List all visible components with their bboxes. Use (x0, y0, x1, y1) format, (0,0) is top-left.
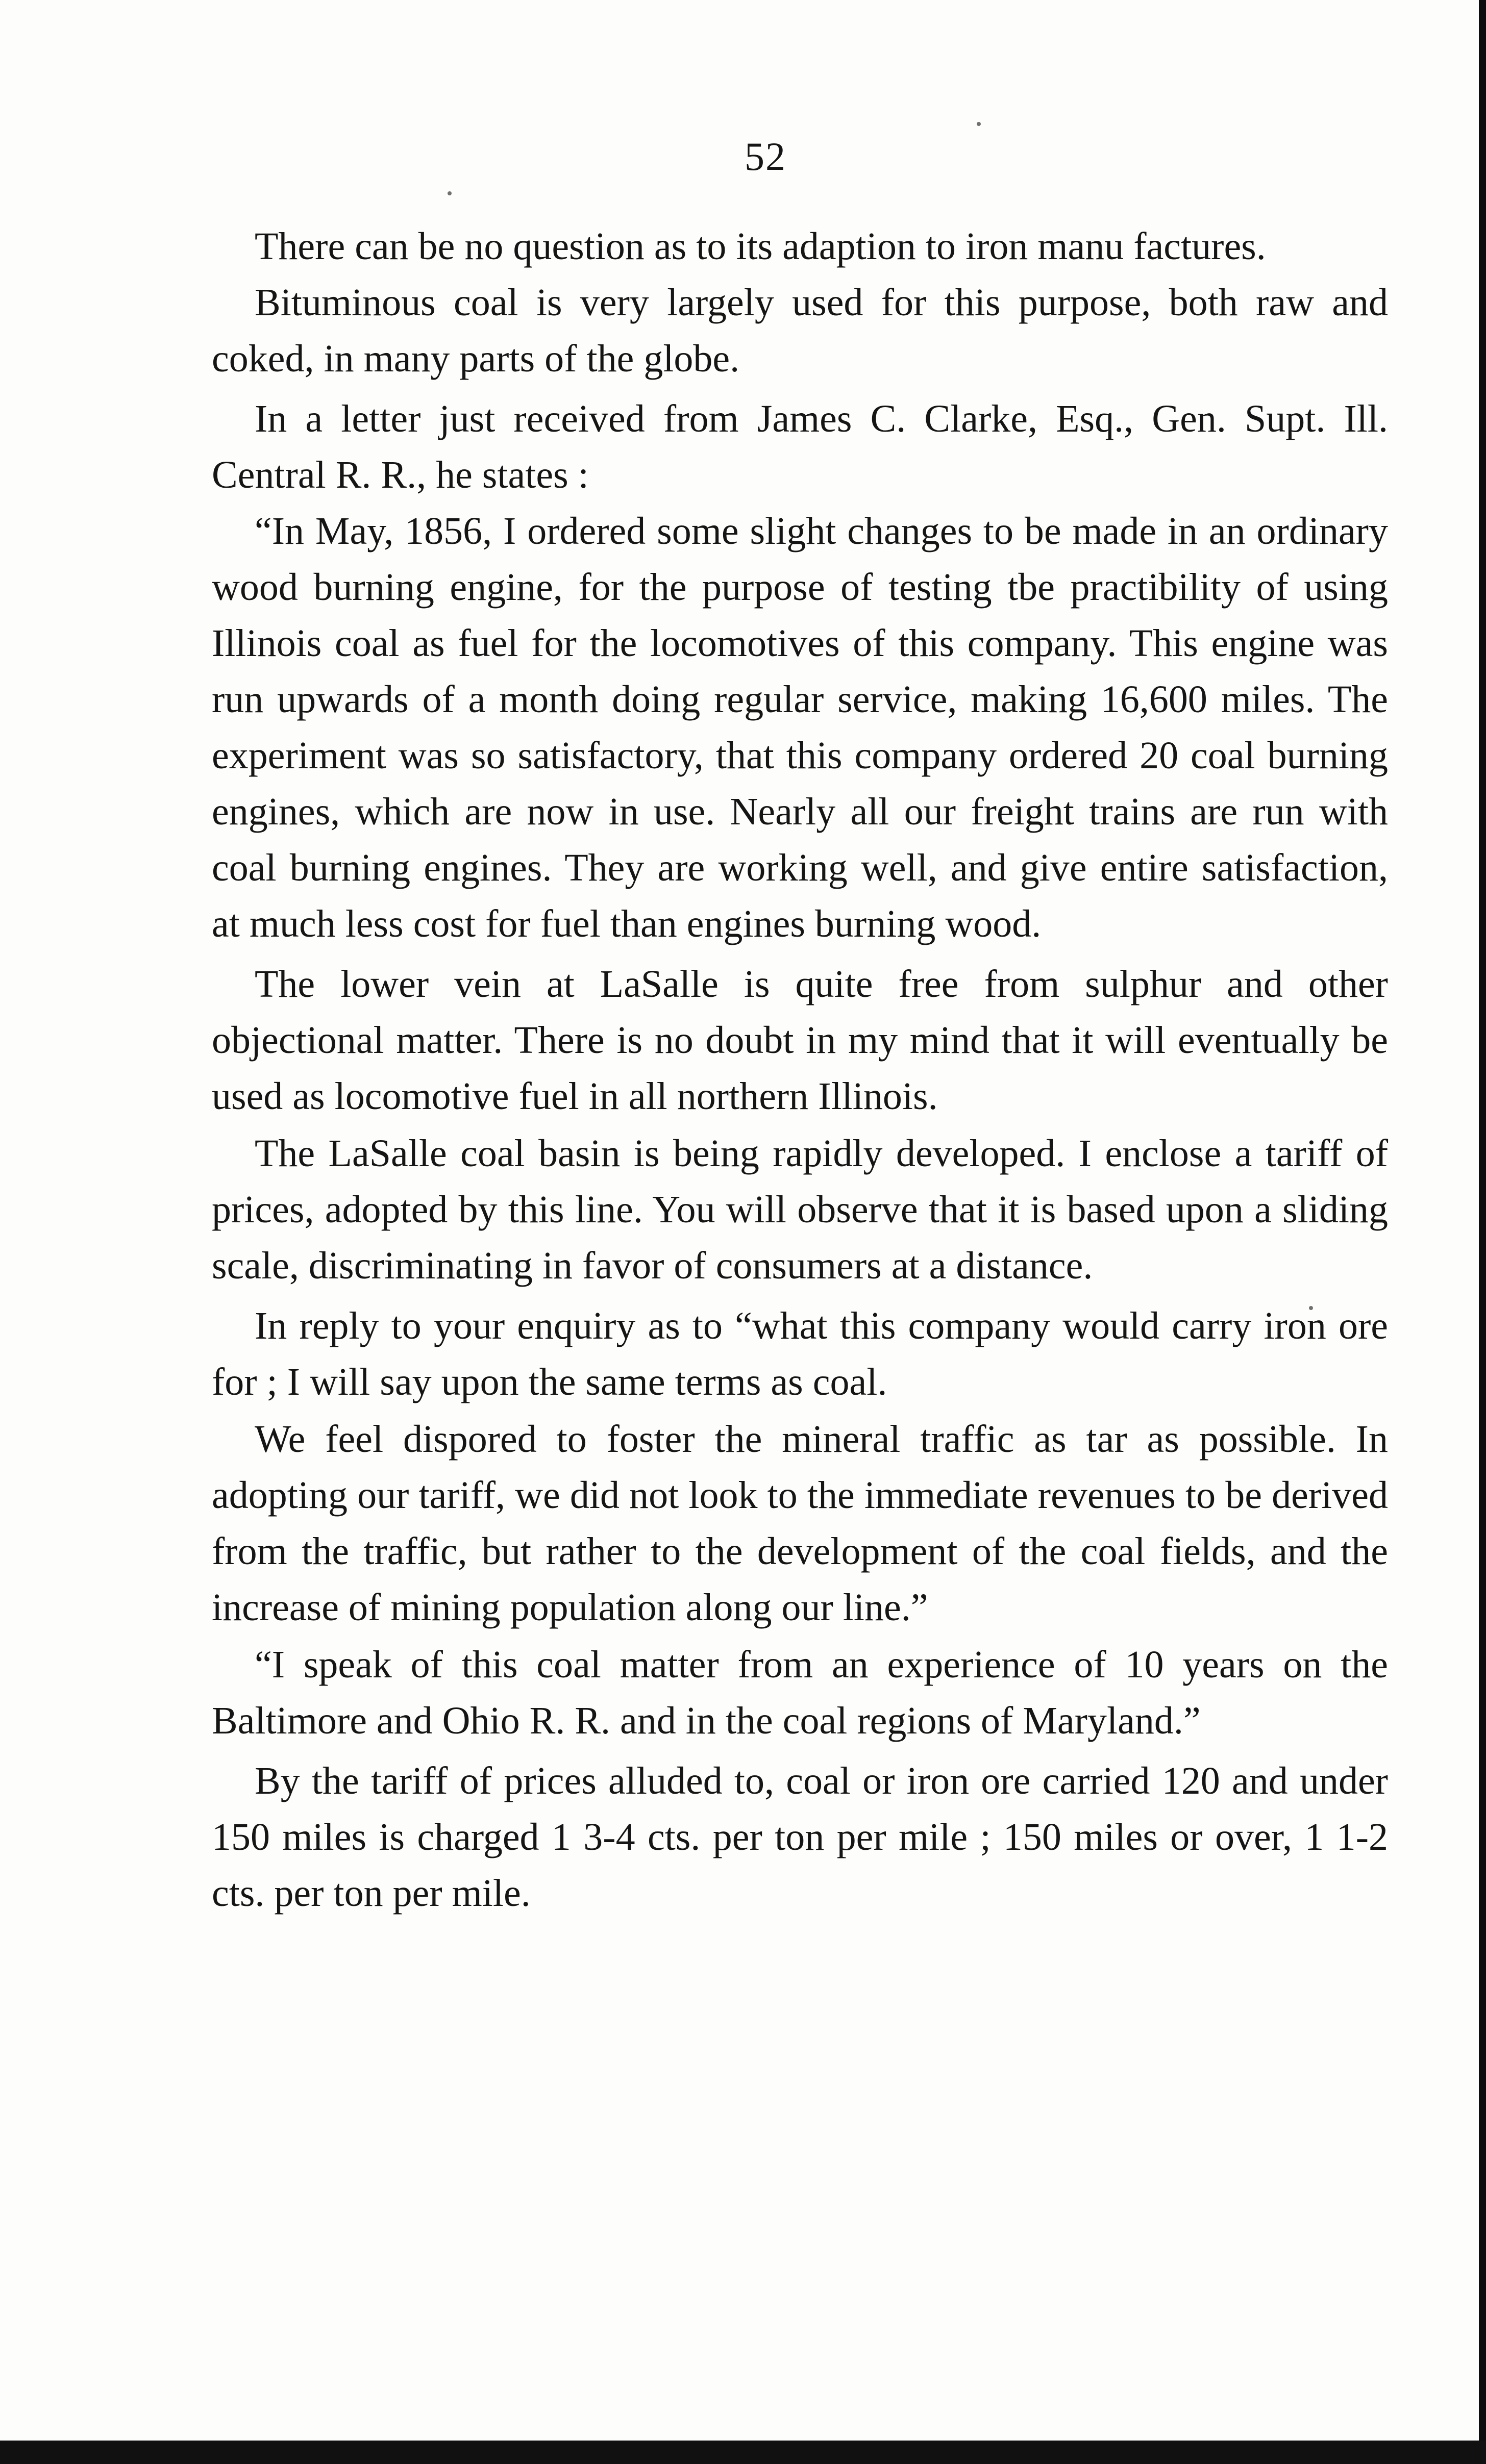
body-text (212, 218, 1388, 1921)
page-edge-shadow (1479, 0, 1486, 2464)
paragraph-6: The LaSalle coal basin is being rapidly developed. I enclose a tariff of prices, adopted by this line. You will observe that it is based upon a sliding scale, discriminating in favor of consumers at a distance. (212, 1132, 1388, 1287)
paragraph-9: “I speak of this coal matter from an experience of 10 years on the Baltimore and Ohio R. R. and in the coal regions of Maryland.” (212, 1643, 1388, 1742)
paragraph-1: There can be no question as to its adaption to iron manu factures. (255, 225, 1266, 268)
paragraph-2: Bituminous coal is very largely used for this purpose, both raw and coked, in many parts of the globe. (212, 281, 1388, 380)
paragraph-3: In a letter just received from James C. Clarke, Esq., Gen. Supt. Ill. Central R. R., he states : (212, 397, 1388, 496)
paragraph-10: By the tariff of prices alluded to, coal or iron ore carried 120 and under 150 miles is charged 1 3-4 cts. per ton per mile ; 150 miles or over, 1 1-2 cts. per ton per mile. (212, 1759, 1388, 1915)
paragraph-7: In reply to your enquiry as to “what this company would carry iron ore for ; I will say upon the same terms as coal. (212, 1304, 1388, 1403)
page-bottom-shadow (0, 2441, 1486, 2464)
scan-speck (977, 122, 981, 126)
paragraph-5: The lower vein at LaSalle is quite free from sulphur and other objectional matter. There is no doubt in my mind that it will eventually be used as locomotive fuel in all northern Illinois. (212, 963, 1388, 1118)
paragraph-8: We feel dispored to foster the mineral traffic as tar as possible. In adopting our tariff, we did not look to the immediate revenues to be derived from the traffic, but rather to the development of the coal fields, and the increase of mining population along our line.” (212, 1418, 1388, 1629)
page-number: 52 (745, 134, 786, 179)
paragraph-4: “In May, 1856, I ordered some slight changes to be made in an ordinary wood burning engine, for the purpose of testing tbe practibility of using Illinois coal as fuel for the locomotives of this company. This engine was run upwards of a month doing regular service, making 16,600 miles. The experiment was so satisfactory, that this company ordered 20 coal burning engines, which are now in use. Nearly all our freight trains are run with coal burning engines. They are working well, and give entire satisfaction, at much less cost for fuel than engines burning wood. (212, 510, 1388, 945)
scan-speck (448, 191, 452, 195)
